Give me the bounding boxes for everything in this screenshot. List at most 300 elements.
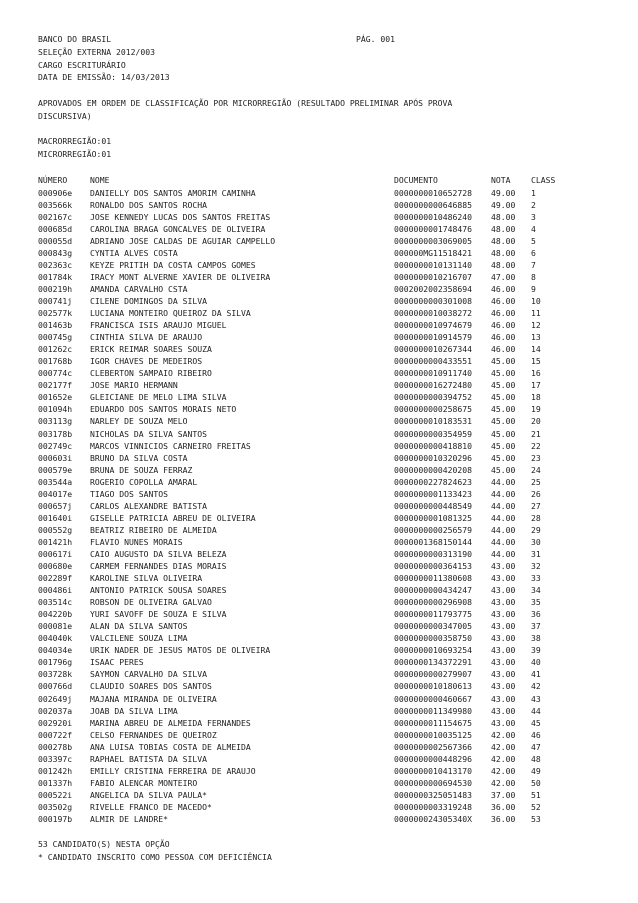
row-nota: 45.00: [491, 380, 516, 391]
row-class: 50: [531, 777, 541, 788]
row-numero: 002577k: [38, 308, 73, 319]
row-nota: 43.00: [491, 705, 516, 716]
candidate-count: 53 CANDIDATO(S) NESTA OPÇÃO: [38, 838, 170, 849]
row-nota: 44.00: [491, 524, 516, 535]
row-nota: 43.00: [491, 657, 516, 668]
row-numero: 000766d: [38, 681, 73, 692]
table-row: [38, 259, 608, 271]
row-nome: IGOR CHAVES DE MEDEIROS: [90, 356, 203, 367]
table-header: [38, 174, 608, 187]
table-row: [38, 632, 608, 644]
row-documento: 0000000000256579: [394, 524, 472, 535]
row-nota: 45.00: [491, 392, 516, 403]
row-numero: 001337h: [38, 777, 73, 788]
table-row: [38, 464, 608, 476]
row-nota: 36.00: [491, 814, 516, 824]
row-numero: 002920i: [38, 717, 73, 728]
row-nome: CILENE DOMINGOS DA SILVA: [90, 295, 207, 306]
row-nota: 45.00: [491, 440, 516, 451]
row-nota: 43.00: [491, 609, 516, 620]
row-documento: 0000000010131140: [394, 259, 472, 270]
row-numero: 000579e: [38, 464, 73, 475]
row-nome: FRANCISCA ISIS ARAUJO MIGUEL: [90, 320, 227, 331]
row-numero: 000722f: [38, 729, 73, 740]
row-nota: 46.00: [491, 332, 516, 343]
row-numero: 004040k: [38, 633, 73, 644]
row-nome: ANA LUISA TOBIAS COSTA DE ALMEIDA: [90, 741, 251, 752]
row-documento: 0000000010320296: [394, 452, 472, 463]
header-top-row: [38, 33, 608, 46]
row-numero: 001262c: [38, 344, 73, 355]
row-class: 28: [531, 512, 541, 523]
table-row: [38, 476, 608, 488]
spacer: [38, 123, 608, 136]
row-documento: 0000000227824623: [394, 476, 472, 487]
table-row: [38, 440, 608, 452]
row-numero: 000741j: [38, 295, 73, 306]
row-numero: 002649j: [38, 693, 73, 704]
row-documento: 0000000000364153: [394, 561, 472, 572]
row-numero: 003178b: [38, 428, 73, 439]
header-documento: DOCUMENTO: [394, 174, 438, 185]
table-row: [38, 452, 608, 464]
row-nota: 45.00: [491, 368, 516, 379]
row-documento: 0000000010486240: [394, 211, 472, 222]
row-numero: 000617i: [38, 548, 73, 559]
row-nota: 45.00: [491, 452, 516, 463]
row-documento: 0000000003069005: [394, 235, 472, 246]
candidate-table-body: [38, 187, 608, 825]
table-row: [38, 572, 608, 584]
row-nome: MARINA ABREU DE ALMEIDA FERNANDES: [90, 717, 251, 728]
row-nome: EDUARDO DOS SANTOS MORAIS NETO: [90, 404, 237, 415]
table-row: [38, 524, 608, 536]
row-nome: JOSE MARIO HERMANN: [90, 380, 178, 391]
row-nota: 43.00: [491, 633, 516, 644]
row-nome: VALCILENE SOUZA LIMA: [90, 633, 188, 644]
row-nome: CAIO AUGUSTO DA SILVA BELEZA: [90, 548, 227, 559]
row-nome: KEYZE PRITIH DA COSTA CAMPOS GOMES: [90, 259, 256, 270]
table-row: [38, 753, 608, 765]
table-row: [38, 295, 608, 307]
row-documento: 0000000010914579: [394, 332, 472, 343]
row-nome: BEATRIZ RIBEIRO DE ALMEIDA: [90, 524, 217, 535]
row-numero: 000774c: [38, 368, 73, 379]
row-class: 18: [531, 392, 541, 403]
row-documento: 0000000000296908: [394, 597, 472, 608]
table-row: [38, 668, 608, 680]
row-nota: 45.00: [491, 356, 516, 367]
table-row: [38, 488, 608, 500]
row-numero: 003566k: [38, 199, 73, 210]
table-row: [38, 367, 608, 379]
row-class: 12: [531, 320, 541, 331]
row-nota: 44.00: [491, 500, 516, 511]
row-numero: 000055d: [38, 235, 73, 246]
row-nota: 48.00: [491, 247, 516, 258]
row-nome: URIK NADER DE JESUS MATOS DE OLIVEIRA: [90, 645, 271, 656]
row-documento: 0000000134372291: [394, 657, 472, 668]
table-row: [38, 391, 608, 403]
table-row: [38, 729, 608, 741]
row-documento: 0002002002358694: [394, 283, 472, 294]
row-nome: EMILLY CRISTINA FERREIRA DE ARAUJO: [90, 765, 256, 776]
table-row: [38, 187, 608, 199]
row-nome: CARMEM FERNANDES DIAS MORAIS: [90, 561, 227, 572]
row-numero: 001421h: [38, 536, 73, 547]
row-nome: CAROLINA BRAGA GONCALVES DE OLIVEIRA: [90, 223, 266, 234]
row-nome: IRACY MONT ALVERNE XAVIER DE OLIVEIRA: [90, 271, 271, 282]
row-class: 47: [531, 741, 541, 752]
table-row: [38, 705, 608, 717]
row-numero: 000197b: [38, 814, 73, 824]
row-nome: MAJANA MIRANDA DE OLIVEIRA: [90, 693, 217, 704]
row-nome: JOAB DA SILVA LIMA: [90, 705, 178, 716]
row-nome: YURI SAVOFF DE SOUZA E SILVA: [90, 609, 227, 620]
header-numero: NÚMERO: [38, 174, 68, 185]
row-numero: 003728k: [38, 669, 73, 680]
row-nome: FABIO ALENCAR MONTEIRO: [90, 777, 198, 788]
row-nome: CYNTIA ALVES COSTA: [90, 247, 178, 258]
table-row: [38, 355, 608, 367]
row-class: 4: [531, 223, 536, 234]
row-numero: 002037a: [38, 705, 73, 716]
table-row: [38, 283, 608, 295]
description-line-2: DISCURSIVA): [38, 110, 92, 121]
row-numero: 001784k: [38, 271, 73, 282]
row-nome: AMANDA CARVALHO CSTA: [90, 283, 188, 294]
row-documento: 0000000001081325: [394, 512, 472, 523]
row-nota: 43.00: [491, 561, 516, 572]
row-nota: 43.00: [491, 597, 516, 608]
row-class: 33: [531, 573, 541, 584]
table-row: [38, 717, 608, 729]
row-numero: 001094h: [38, 404, 73, 415]
row-numero: 001242h: [38, 765, 73, 776]
row-class: 26: [531, 488, 541, 499]
row-numero: 004034e: [38, 645, 73, 656]
row-class: 35: [531, 597, 541, 608]
table-row: [38, 500, 608, 512]
row-class: 42: [531, 681, 541, 692]
row-nome: CINTHIA SILVA DE ARAUJO: [90, 332, 203, 343]
row-nota: 49.00: [491, 199, 516, 210]
row-numero: 003502g: [38, 801, 73, 812]
row-documento: 0000000000354959: [394, 428, 472, 439]
row-nome: NARLEY DE SOUZA MELO: [90, 416, 188, 427]
header-class: CLASS: [531, 174, 556, 185]
row-numero: 000843g: [38, 247, 73, 258]
row-nota: 49.00: [491, 187, 516, 198]
row-numero: 000685d: [38, 223, 73, 234]
document-page: [38, 33, 608, 863]
row-nota: 45.00: [491, 428, 516, 439]
row-numero: 000552g: [38, 524, 73, 535]
row-nome: ROGERIO COPOLLA AMARAL: [90, 476, 198, 487]
row-class: 32: [531, 561, 541, 572]
table-row: [38, 596, 608, 608]
row-nota: 42.00: [491, 741, 516, 752]
row-documento: 0000000000420208: [394, 464, 472, 475]
row-nome: SAYMON CARVALHO DA SILVA: [90, 669, 207, 680]
table-row: [38, 765, 608, 777]
row-documento: 0000000000394752: [394, 392, 472, 403]
row-class: 21: [531, 428, 541, 439]
row-class: 17: [531, 380, 541, 391]
row-nota: 44.00: [491, 488, 516, 499]
row-class: 24: [531, 464, 541, 475]
row-nome: ERICK REIMAR SOARES SOUZA: [90, 344, 212, 355]
row-numero: 001796g: [38, 657, 73, 668]
row-class: 6: [531, 247, 536, 258]
row-nota: 43.00: [491, 693, 516, 704]
row-class: 48: [531, 753, 541, 764]
row-nota: 45.00: [491, 416, 516, 427]
row-documento: 000000024305340X: [394, 814, 472, 824]
row-numero: 000906e: [38, 187, 73, 198]
table-row: [38, 548, 608, 560]
row-documento: 0000000000418810: [394, 440, 472, 451]
table-row: [38, 536, 608, 548]
row-nome: ISAAC PERES: [90, 657, 144, 668]
row-class: 22: [531, 440, 541, 451]
row-class: 3: [531, 211, 536, 222]
table-row: [38, 608, 608, 620]
table-row: [38, 271, 608, 283]
row-class: 29: [531, 524, 541, 535]
row-nota: 43.00: [491, 585, 516, 596]
row-class: 51: [531, 789, 541, 800]
row-nota: 42.00: [491, 777, 516, 788]
row-documento: 0000001368150144: [394, 536, 472, 547]
spacer: [38, 161, 608, 174]
row-documento: 0000000010180613: [394, 681, 472, 692]
row-documento: 0000000325051483: [394, 789, 472, 800]
row-nota: 46.00: [491, 344, 516, 355]
table-row: [38, 741, 608, 753]
row-documento: 0000000000434247: [394, 585, 472, 596]
row-class: 9: [531, 283, 536, 294]
row-documento: 0000000010038272: [394, 308, 472, 319]
row-class: 40: [531, 657, 541, 668]
row-documento: 0000000000460667: [394, 693, 472, 704]
row-nota: 45.00: [491, 404, 516, 415]
row-class: 1: [531, 187, 536, 198]
row-documento: 0000000010267344: [394, 344, 472, 355]
table-row: [38, 512, 608, 524]
row-class: 34: [531, 585, 541, 596]
row-documento: 0000000016272480: [394, 380, 472, 391]
header-nota: NOTA: [491, 174, 511, 185]
row-class: 37: [531, 621, 541, 632]
row-numero: 002289f: [38, 573, 73, 584]
row-nome: ALAN DA SILVA SANTOS: [90, 621, 188, 632]
row-class: 44: [531, 705, 541, 716]
row-documento: 0000000001748476: [394, 223, 472, 234]
row-class: 5: [531, 235, 536, 246]
row-class: 15: [531, 356, 541, 367]
row-documento: 0000000011349980: [394, 705, 472, 716]
row-class: 52: [531, 801, 541, 812]
row-class: 39: [531, 645, 541, 656]
row-documento: 0000000000433551: [394, 356, 472, 367]
row-numero: 002363c: [38, 259, 73, 270]
table-row: [38, 693, 608, 705]
table-row: [38, 680, 608, 692]
row-documento: 0000000000646885: [394, 199, 472, 210]
row-nome: CLAUDIO SOARES DOS SANTOS: [90, 681, 212, 692]
issue-date: DATA DE EMISSÃO: 14/03/2013: [38, 72, 170, 83]
row-nome: CELSO FERNANDES DE QUEIROZ: [90, 729, 217, 740]
row-documento: 0000000011154675: [394, 717, 472, 728]
row-class: 23: [531, 452, 541, 463]
table-row: [38, 777, 608, 789]
row-nota: 43.00: [491, 573, 516, 584]
row-class: 43: [531, 693, 541, 704]
row-nome: FLAVIO NUNES MORAIS: [90, 536, 183, 547]
row-nome: RONALDO DOS SANTOS ROCHA: [90, 199, 207, 210]
row-numero: 000745g: [38, 332, 73, 343]
row-class: 19: [531, 404, 541, 415]
page-number: PÁG. 001: [356, 34, 395, 44]
row-numero: 000522i: [38, 789, 73, 800]
row-numero: 003544a: [38, 476, 73, 487]
row-class: 30: [531, 536, 541, 547]
row-class: 7: [531, 259, 536, 270]
row-numero: 000486i: [38, 585, 73, 596]
row-documento: 0000000000301008: [394, 295, 472, 306]
row-nota: 48.00: [491, 235, 516, 246]
row-class: 27: [531, 500, 541, 511]
row-documento: 0000000000448549: [394, 500, 472, 511]
row-documento: 0000000000313190: [394, 548, 472, 559]
row-class: 2: [531, 199, 536, 210]
row-numero: 000657j: [38, 500, 73, 511]
row-documento: 0000000010216707: [394, 271, 472, 282]
table-row: [38, 235, 608, 247]
row-nota: 44.00: [491, 536, 516, 547]
table-row: [38, 428, 608, 440]
spacer: [38, 84, 608, 97]
spacer: [38, 825, 608, 838]
row-class: 45: [531, 717, 541, 728]
row-class: 10: [531, 295, 541, 306]
header-nome: NOME: [90, 174, 110, 185]
table-row: [38, 584, 608, 596]
row-documento: 0000000010911740: [394, 368, 472, 379]
table-row: [38, 620, 608, 632]
row-documento: 0000000000358750: [394, 633, 472, 644]
table-row: [38, 560, 608, 572]
row-documento: 0000000000347005: [394, 621, 472, 632]
row-nota: 43.00: [491, 621, 516, 632]
row-class: 20: [531, 416, 541, 427]
table-row: [38, 379, 608, 391]
row-numero: 000603i: [38, 452, 73, 463]
row-nota: 42.00: [491, 729, 516, 740]
row-documento: 0000000010035125: [394, 729, 472, 740]
row-documento: 0000000011380608: [394, 573, 472, 584]
row-nome: ANGELICA DA SILVA PAULA*: [90, 789, 207, 800]
row-documento: 0000000000694530: [394, 777, 472, 788]
org-name: BANCO DO BRASIL: [38, 34, 112, 44]
row-numero: 002167c: [38, 211, 73, 222]
row-numero: 001640i: [38, 512, 73, 523]
row-documento: 0000000000448296: [394, 753, 472, 764]
row-nome: GISELLE PATRICIA ABREU DE OLIVEIRA: [90, 512, 256, 523]
row-numero: 002749c: [38, 440, 73, 451]
disability-note: * CANDIDATO INSCRITO COMO PESSOA COM DEFICIÊNCIA: [38, 851, 272, 862]
row-class: 49: [531, 765, 541, 776]
row-nota: 44.00: [491, 476, 516, 487]
row-documento: 0000000002567366: [394, 741, 472, 752]
row-documento: 0000000010183531: [394, 416, 472, 427]
macro-region: MACRORREGIÃO:01: [38, 136, 112, 147]
row-nome: JOSE KENNEDY LUCAS DOS SANTOS FREITAS: [90, 211, 271, 222]
row-nome: KAROLINE SILVA OLIVEIRA: [90, 573, 203, 584]
row-nota: 43.00: [491, 645, 516, 656]
row-nota: 43.00: [491, 669, 516, 680]
row-documento: 0000000011793775: [394, 609, 472, 620]
row-nota: 48.00: [491, 223, 516, 234]
row-numero: 004017e: [38, 488, 73, 499]
row-nome: MARCOS VINNICIOS CARNEIRO FREITAS: [90, 440, 251, 451]
row-nota: 44.00: [491, 548, 516, 559]
row-numero: 001652e: [38, 392, 73, 403]
row-nota: 36.00: [491, 801, 516, 812]
row-nota: 37.00: [491, 789, 516, 800]
row-nome: TIAGO DOS SANTOS: [90, 488, 168, 499]
table-row: [38, 331, 608, 343]
row-numero: 001463b: [38, 320, 73, 331]
row-documento: 0000000010652728: [394, 187, 472, 198]
row-nota: 47.00: [491, 271, 516, 282]
row-class: 38: [531, 633, 541, 644]
row-nome: ADRIANO JOSE CALDAS DE AGUIAR CAMPELLO: [90, 235, 276, 246]
row-numero: 000081e: [38, 621, 73, 632]
table-row: [38, 656, 608, 668]
table-row: [38, 644, 608, 656]
row-documento: 0000000001133423: [394, 488, 472, 499]
row-documento: 0000000003319248: [394, 801, 472, 812]
row-nome: NICHOLAS DA SILVA SANTOS: [90, 428, 207, 439]
row-documento: 0000000010974679: [394, 320, 472, 331]
table-row: [38, 813, 608, 825]
row-nome: CLEBERTON SAMPAIO RIBEIRO: [90, 368, 212, 379]
row-nota: 43.00: [491, 681, 516, 692]
table-row: [38, 403, 608, 415]
row-documento: 0000000000279907: [394, 669, 472, 680]
row-nome: RAPHAEL BATISTA DA SILVA: [90, 753, 207, 764]
table-row: [38, 223, 608, 235]
position-title: CARGO ESCRITURÁRIO: [38, 59, 126, 70]
row-numero: 003113g: [38, 416, 73, 427]
row-numero: 003397c: [38, 753, 73, 764]
row-nome: ANTONIO PATRICK SOUSA SOARES: [90, 585, 227, 596]
row-nota: 46.00: [491, 320, 516, 331]
row-nota: 45.00: [491, 464, 516, 475]
table-row: [38, 307, 608, 319]
row-nome: GLEICIANE DE MELO LIMA SILVA: [90, 392, 227, 403]
row-nome: ALMIR DE LANDRE*: [90, 814, 168, 824]
row-class: 8: [531, 271, 536, 282]
row-class: 46: [531, 729, 541, 740]
row-class: 36: [531, 609, 541, 620]
row-numero: 000278b: [38, 741, 73, 752]
row-nota: 42.00: [491, 765, 516, 776]
micro-region: MICRORREGIÃO:01: [38, 149, 112, 160]
row-nome: CARLOS ALEXANDRE BATISTA: [90, 500, 207, 511]
